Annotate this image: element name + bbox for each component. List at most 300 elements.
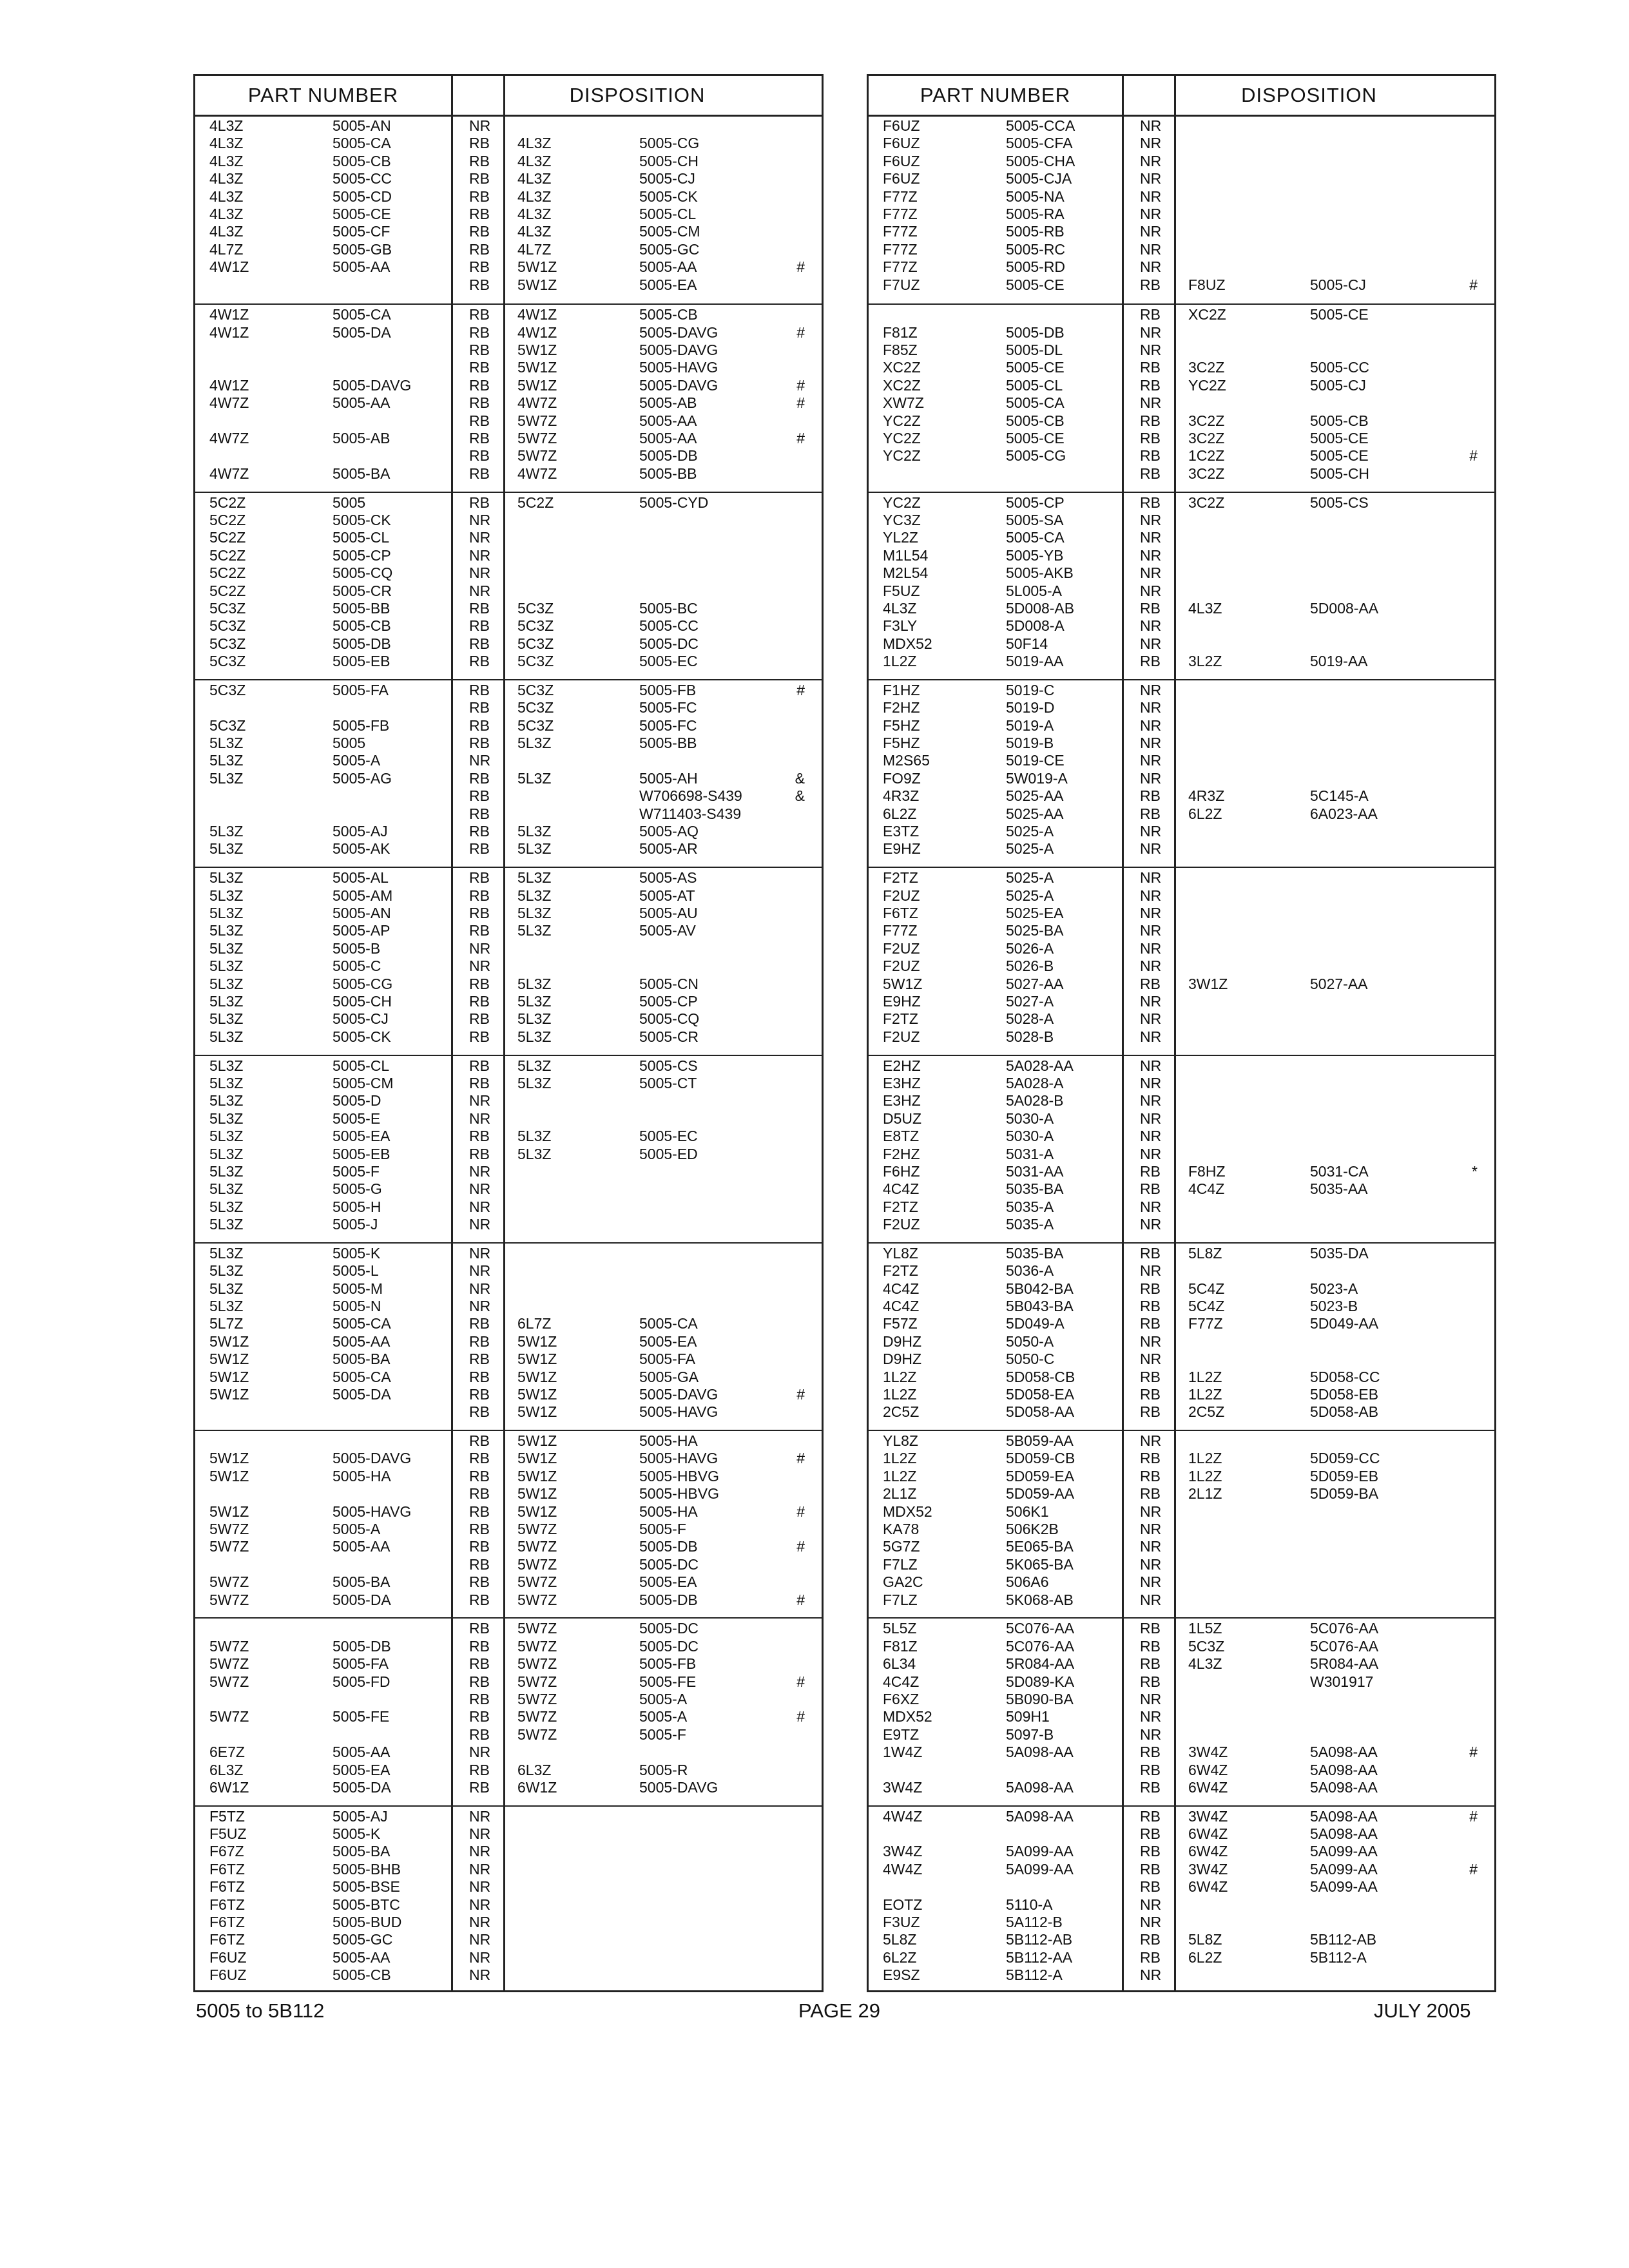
- part-suffix: 5005-CK: [333, 1028, 391, 1045]
- disposition-code: RB: [469, 1725, 490, 1743]
- part-suffix: 5005-RB: [1006, 223, 1065, 240]
- part-suffix: 5005-AG: [333, 769, 392, 787]
- disposition-code: NR: [1140, 394, 1162, 412]
- replacement-suffix: 5C076-AA: [1310, 1637, 1379, 1655]
- part-suffix: 5B059-AA: [1006, 1432, 1074, 1450]
- replacement-suffix: 5005-BB: [639, 735, 697, 752]
- table-row: [869, 466, 1494, 481]
- replacement-prefix: 5W1Z: [517, 341, 557, 359]
- table-row: [195, 278, 822, 293]
- part-prefix: 4W4Z: [883, 1807, 923, 1825]
- replacement-prefix: 5L3Z: [517, 1145, 552, 1162]
- replacement-prefix: 4W1Z: [517, 306, 557, 323]
- part-suffix: 5025-A: [1006, 887, 1054, 904]
- part-prefix: M2L54: [883, 564, 929, 582]
- disposition-code: RB: [469, 394, 490, 412]
- disposition-code: RB: [469, 323, 490, 341]
- disposition-code: NR: [1140, 206, 1162, 222]
- disposition-code: RB: [469, 412, 490, 429]
- replacement-prefix: 6L2Z: [1188, 1948, 1222, 1966]
- table-row: [195, 1593, 822, 1608]
- part-suffix: 5005-AA: [333, 1744, 390, 1761]
- table-row: [195, 343, 822, 358]
- part-prefix: 5L3Z: [209, 1180, 244, 1198]
- replacement-suffix: 5005-FC: [639, 716, 697, 734]
- table-row: [869, 824, 1494, 839]
- replacement-prefix: 5W7Z: [517, 1591, 557, 1608]
- disposition-code: NR: [1140, 1128, 1162, 1145]
- part-suffix: 5005-CC: [333, 170, 392, 187]
- disposition-code: RB: [469, 465, 490, 482]
- part-suffix: 5R084-AA: [1006, 1655, 1075, 1673]
- table-group: [195, 116, 822, 303]
- replacement-suffix: 5005-FB: [639, 681, 697, 698]
- disposition-code: NR: [1140, 1010, 1162, 1028]
- replacement-prefix: F8HZ: [1188, 1162, 1226, 1180]
- table-row: [869, 530, 1494, 545]
- table-row: [195, 1147, 822, 1162]
- part-prefix: 1L2Z: [883, 653, 917, 670]
- disposition-code: NR: [1140, 699, 1162, 716]
- part-prefix: F81Z: [883, 1637, 918, 1655]
- part-prefix: 4L3Z: [209, 117, 244, 134]
- table-row: [869, 1879, 1494, 1894]
- table-row: [869, 154, 1494, 169]
- note-mark: #: [796, 1503, 805, 1520]
- table-group: [869, 1242, 1494, 1431]
- part-suffix: 5005-CK: [333, 511, 391, 528]
- replacement-suffix: 6A023-AA: [1310, 805, 1378, 822]
- part-suffix: 5D058-EA: [1006, 1385, 1075, 1403]
- disposition-code: NR: [469, 1198, 491, 1215]
- replacement-suffix: 5C145-A: [1310, 787, 1369, 805]
- note-mark: #: [796, 1591, 805, 1608]
- part-prefix: 5W1Z: [209, 1450, 249, 1467]
- disposition-code: RB: [1140, 1878, 1161, 1896]
- disposition-code: NR: [469, 1807, 491, 1825]
- disposition-code: NR: [1140, 957, 1162, 975]
- disposition-code: RB: [469, 922, 490, 939]
- table-row: [195, 1030, 822, 1044]
- table-row: [869, 1621, 1494, 1636]
- part-prefix: 6L2Z: [883, 1948, 917, 1966]
- replacement-suffix: 5005-A: [639, 1690, 688, 1707]
- part-suffix: 5005-BA: [333, 1843, 390, 1860]
- replacement-prefix: 5C4Z: [1188, 1297, 1225, 1314]
- table-group: [195, 867, 822, 1055]
- part-suffix: 5035-BA: [1006, 1180, 1064, 1198]
- replacement-suffix: 5005-CH: [639, 152, 699, 169]
- replacement-prefix: 3C2Z: [1188, 430, 1225, 447]
- replacement-prefix: 5W7Z: [517, 412, 557, 429]
- part-suffix: 5025-AA: [1006, 787, 1064, 805]
- disposition-code: RB: [469, 1028, 490, 1045]
- replacement-suffix: 5005-CQ: [639, 1010, 700, 1028]
- replacement-prefix: 5C3Z: [1188, 1637, 1225, 1655]
- disposition-code: RB: [1140, 1807, 1161, 1825]
- table-row: [869, 378, 1494, 393]
- table-row: [869, 1915, 1494, 1930]
- table-row: [869, 1968, 1494, 1983]
- disposition-code: RB: [469, 1450, 490, 1467]
- disposition-code: RB: [1140, 306, 1161, 323]
- replacement-prefix: 5W7Z: [517, 1521, 557, 1538]
- replacement-suffix: 5005-CN: [639, 975, 699, 992]
- disposition-code: NR: [1140, 258, 1162, 276]
- replacement-suffix: 5005-CYD: [639, 494, 709, 511]
- table-row: [195, 154, 822, 169]
- table-row: [195, 753, 822, 768]
- table-row: [869, 736, 1494, 751]
- part-prefix: 5L3Z: [209, 1244, 244, 1262]
- table-group: [195, 492, 822, 680]
- part-suffix: 5C076-AA: [1006, 1620, 1075, 1637]
- part-prefix: M2S65: [883, 752, 930, 769]
- part-suffix: 5005-AJ: [333, 823, 388, 840]
- replacement-prefix: 5L3Z: [517, 769, 552, 787]
- replacement-prefix: 3W4Z: [1188, 1807, 1228, 1825]
- replacement-prefix: 4L3Z: [517, 206, 552, 222]
- disposition-code: RB: [469, 447, 490, 465]
- table-row: [195, 1522, 822, 1537]
- replacement-suffix: 5005-FA: [639, 1350, 695, 1368]
- disposition-code: NR: [469, 1280, 491, 1297]
- part-suffix: 5027-AA: [1006, 975, 1064, 992]
- part-prefix: KA78: [883, 1521, 920, 1538]
- table-row: [869, 448, 1494, 463]
- part-suffix: 5005-HAVG: [333, 1503, 412, 1520]
- table-group: [195, 1617, 822, 1806]
- part-prefix: F2UZ: [883, 957, 920, 975]
- table-row: [869, 1264, 1494, 1278]
- replacement-suffix: 5005-AH: [639, 769, 698, 787]
- part-prefix: 6E7Z: [209, 1744, 245, 1761]
- replacement-prefix: 5W1Z: [517, 1503, 557, 1520]
- table-row: [195, 242, 822, 257]
- replacement-prefix: 5L3Z: [517, 735, 552, 752]
- disposition-code: NR: [1140, 1573, 1162, 1591]
- table-row: [195, 1898, 822, 1912]
- part-prefix: 4C4Z: [883, 1297, 920, 1314]
- replacement-suffix: 5A098-AA: [1310, 1778, 1378, 1796]
- part-prefix: D5UZ: [883, 1110, 922, 1127]
- part-prefix: 5W7Z: [209, 1637, 249, 1655]
- part-suffix: 5B090-BA: [1006, 1690, 1074, 1707]
- replacement-suffix: 5C076-AA: [1310, 1620, 1379, 1637]
- disposition-code: NR: [469, 1744, 491, 1761]
- part-prefix: YL2Z: [883, 529, 918, 546]
- table-group: [869, 679, 1494, 868]
- replacement-suffix: 5005-F: [639, 1521, 686, 1538]
- part-suffix: 5005-DA: [333, 1385, 391, 1403]
- replacement-suffix: 5005-CS: [639, 1057, 698, 1074]
- part-suffix: 5005-AK: [333, 840, 390, 858]
- table-row: [195, 495, 822, 510]
- table-row: [195, 654, 822, 669]
- table-row: [869, 1030, 1494, 1044]
- note-mark: &: [795, 787, 805, 805]
- disposition-code: RB: [1140, 1761, 1161, 1778]
- part-suffix: 506K2B: [1006, 1521, 1059, 1538]
- table-row: [869, 700, 1494, 715]
- disposition-code: RB: [469, 1432, 490, 1450]
- part-suffix: 5A112-B: [1006, 1914, 1063, 1931]
- disposition-code: NR: [1140, 1262, 1162, 1280]
- part-suffix: 5005-CL: [333, 1057, 390, 1074]
- disposition-code: NR: [469, 529, 491, 546]
- disposition-code: RB: [469, 1145, 490, 1162]
- disposition-code: NR: [1140, 840, 1162, 858]
- table-row: [195, 1575, 822, 1590]
- right-parts-table: [867, 74, 1496, 1992]
- part-suffix: 5005-EA: [333, 1761, 390, 1778]
- table-row: [869, 307, 1494, 322]
- part-suffix: 5025-A: [1006, 823, 1054, 840]
- table-row: [195, 1200, 822, 1215]
- replacement-suffix: 5005-DB: [639, 1538, 698, 1555]
- part-prefix: F5UZ: [883, 582, 920, 599]
- replacement-prefix: 6L2Z: [1188, 805, 1222, 822]
- table-row: [869, 1486, 1494, 1501]
- disposition-code: NR: [1140, 152, 1162, 169]
- replacement-prefix: 4W7Z: [517, 394, 557, 412]
- part-prefix: 6W1Z: [209, 1778, 249, 1796]
- part-suffix: 5005-CJ: [333, 1010, 389, 1028]
- replacement-prefix: 5L3Z: [517, 992, 552, 1010]
- part-suffix: 5005-K: [333, 1244, 381, 1262]
- replacement-suffix: 5005-CC: [639, 617, 699, 635]
- table-row: [869, 1182, 1494, 1196]
- table-row: [869, 495, 1494, 510]
- table-row: [195, 307, 822, 322]
- replacement-prefix: 5L8Z: [1188, 1931, 1222, 1948]
- disposition-code: NR: [1140, 511, 1162, 528]
- part-suffix: 5005-DAVG: [333, 1450, 412, 1467]
- part-suffix: 5030-A: [1006, 1110, 1054, 1127]
- table-row: [869, 1299, 1494, 1314]
- part-prefix: 5W1Z: [209, 1332, 249, 1350]
- table-row: [869, 1076, 1494, 1091]
- table-row: [195, 1316, 822, 1331]
- table-row: [869, 1405, 1494, 1419]
- replacement-suffix: 5005-CR: [639, 1028, 699, 1045]
- part-suffix: 5D008-AB: [1006, 599, 1075, 617]
- table-row: [195, 1334, 822, 1349]
- part-suffix: 5A028-A: [1006, 1074, 1064, 1091]
- replacement-prefix: 4W1Z: [517, 323, 557, 341]
- disposition-code: NR: [1140, 223, 1162, 240]
- table-group: [195, 679, 822, 868]
- disposition-code: RB: [469, 1128, 490, 1145]
- disposition-code: NR: [469, 1825, 491, 1843]
- table-row: [869, 906, 1494, 921]
- replacement-suffix: 5005-HAVG: [639, 1403, 718, 1421]
- disposition-code: NR: [1140, 1690, 1162, 1707]
- table-row: [869, 718, 1494, 733]
- part-prefix: F6HZ: [883, 1162, 920, 1180]
- part-prefix: 5L3Z: [209, 1145, 244, 1162]
- part-suffix: 5005-CL: [333, 529, 390, 546]
- part-suffix: 5005-DA: [333, 323, 391, 341]
- replacement-suffix: 5005-DAVG: [639, 323, 718, 341]
- replacement-suffix: 5005-DB: [639, 447, 698, 465]
- table-row: [869, 1504, 1494, 1519]
- table-row: [869, 977, 1494, 992]
- table-row: [195, 414, 822, 428]
- replacement-prefix: 3W4Z: [1188, 1860, 1228, 1878]
- part-prefix: 4C4Z: [883, 1280, 920, 1297]
- replacement-prefix: 4L3Z: [1188, 599, 1222, 617]
- table-row: [195, 171, 822, 186]
- disposition-code: NR: [469, 1262, 491, 1280]
- part-suffix: 5005-AA: [333, 394, 390, 412]
- part-prefix: F6UZ: [209, 1948, 247, 1966]
- table-row: [195, 1763, 822, 1778]
- disposition-code: NR: [1140, 769, 1162, 787]
- table-row: [195, 1282, 822, 1296]
- part-prefix: 5L3Z: [209, 1010, 244, 1028]
- part-prefix: 5L3Z: [209, 922, 244, 939]
- part-prefix: F2TZ: [883, 1010, 918, 1028]
- disposition-code: RB: [469, 1655, 490, 1673]
- part-prefix: F6TZ: [209, 1931, 245, 1948]
- replacement-suffix: 5005-HBVG: [639, 1467, 720, 1485]
- replacement-prefix: 6L3Z: [517, 1761, 552, 1778]
- part-suffix: 5005-BA: [333, 465, 390, 482]
- disposition-code: NR: [469, 1110, 491, 1127]
- table-row: [195, 1076, 822, 1091]
- table-row: [195, 1504, 822, 1519]
- replacement-prefix: 6W4Z: [1188, 1825, 1228, 1843]
- part-suffix: 5005-BSE: [333, 1878, 400, 1896]
- table-row: [195, 1451, 822, 1466]
- part-suffix: 5B042-BA: [1006, 1280, 1074, 1297]
- table-row: [195, 1827, 822, 1841]
- part-prefix: 4W1Z: [209, 258, 249, 276]
- replacement-prefix: 4C4Z: [1188, 1180, 1225, 1198]
- part-suffix: 5019-A: [1006, 716, 1054, 734]
- table-group: [869, 303, 1494, 492]
- disposition-code: RB: [469, 187, 490, 205]
- disposition-code: NR: [1140, 1966, 1162, 1984]
- part-prefix: F6TZ: [209, 1860, 245, 1878]
- disposition-code: RB: [469, 1074, 490, 1091]
- table-row: [195, 789, 822, 803]
- part-suffix: 5019-B: [1006, 735, 1054, 752]
- disposition-code: NR: [1140, 582, 1162, 599]
- disposition-code: NR: [469, 1948, 491, 1966]
- part-suffix: 5005-CR: [333, 582, 392, 599]
- replacement-prefix: 5L8Z: [1188, 1244, 1222, 1262]
- table-row: [869, 513, 1494, 528]
- note-mark: #: [1469, 1807, 1478, 1825]
- table-row: [195, 1862, 822, 1877]
- part-prefix: 5L3Z: [209, 1128, 244, 1145]
- part-prefix: 5W7Z: [209, 1538, 249, 1555]
- replacement-prefix: 5L3Z: [517, 1028, 552, 1045]
- part-prefix: 5L5Z: [883, 1620, 917, 1637]
- part-suffix: 5005-CM: [333, 1074, 394, 1091]
- part-suffix: 5005-C: [333, 957, 381, 975]
- disposition-code: RB: [1140, 1385, 1161, 1403]
- disposition-code: RB: [469, 1315, 490, 1332]
- replacement-suffix: 5005-CJ: [1310, 376, 1366, 394]
- part-prefix: MDX52: [883, 635, 932, 652]
- disposition-code: NR: [1140, 1914, 1162, 1931]
- disposition-code: RB: [1140, 430, 1161, 447]
- table-row: [195, 1539, 822, 1554]
- disposition-code: RB: [1140, 276, 1161, 293]
- note-mark: #: [796, 1538, 805, 1555]
- replacement-prefix: 5W7Z: [517, 1538, 557, 1555]
- part-prefix: F77Z: [883, 240, 918, 258]
- replacement-suffix: 5A099-AA: [1310, 1878, 1378, 1896]
- disposition-code: NR: [1140, 1521, 1162, 1538]
- part-suffix: 5005-RA: [1006, 206, 1065, 222]
- disposition-code: RB: [1140, 787, 1161, 805]
- table-row: [869, 1370, 1494, 1385]
- table-row: [869, 1675, 1494, 1689]
- part-prefix: F6TZ: [209, 1878, 245, 1896]
- part-prefix: F77Z: [883, 206, 918, 222]
- replacement-prefix: 5C3Z: [517, 699, 554, 716]
- part-prefix: 2C5Z: [883, 1403, 920, 1421]
- table-row: [869, 941, 1494, 956]
- table-row: [869, 1898, 1494, 1912]
- note-mark: *: [1472, 1162, 1478, 1180]
- replacement-prefix: 5W1Z: [517, 1403, 557, 1421]
- disposition-code: RB: [469, 152, 490, 169]
- table-row: [195, 1129, 822, 1144]
- table-row: [869, 601, 1494, 616]
- disposition-code: NR: [1140, 922, 1162, 939]
- part-suffix: 5K068-AB: [1006, 1591, 1074, 1608]
- replacement-suffix: 5005-CL: [639, 206, 697, 222]
- table-row: [869, 1129, 1494, 1144]
- replacement-suffix: 5023-A: [1310, 1280, 1358, 1297]
- part-suffix: 5005-EB: [333, 653, 390, 670]
- part-prefix: 4L7Z: [209, 240, 244, 258]
- part-prefix: 5L3Z: [209, 975, 244, 992]
- table-row: [195, 1879, 822, 1894]
- part-prefix: F6TZ: [883, 904, 918, 921]
- replacement-prefix: 5W1Z: [517, 1432, 557, 1450]
- table-row: [869, 414, 1494, 428]
- replacement-suffix: 5005-BB: [639, 465, 697, 482]
- disposition-code: NR: [1140, 1725, 1162, 1743]
- replacement-suffix: 5005-CA: [639, 1315, 698, 1332]
- part-prefix: F6UZ: [883, 170, 920, 187]
- disposition-code: RB: [469, 1538, 490, 1555]
- replacement-prefix: 1L2Z: [1188, 1385, 1222, 1403]
- disposition-code: RB: [469, 617, 490, 635]
- table-group: [195, 1430, 822, 1619]
- table-row: [869, 1164, 1494, 1179]
- replacement-suffix: 5005-GA: [639, 1368, 699, 1385]
- table-row: [869, 637, 1494, 651]
- part-suffix: 5026-A: [1006, 939, 1054, 957]
- part-prefix: F6UZ: [883, 117, 920, 134]
- table-row: [195, 1486, 822, 1501]
- disposition-code: NR: [469, 957, 491, 975]
- table-row: [195, 1657, 822, 1671]
- table-row: [195, 1675, 822, 1689]
- replacement-prefix: 5W1Z: [517, 276, 557, 293]
- part-suffix: 5005-AA: [333, 1538, 390, 1555]
- table-row: [195, 683, 822, 698]
- disposition-code: NR: [1140, 1074, 1162, 1091]
- replacement-prefix: 5C2Z: [517, 494, 554, 511]
